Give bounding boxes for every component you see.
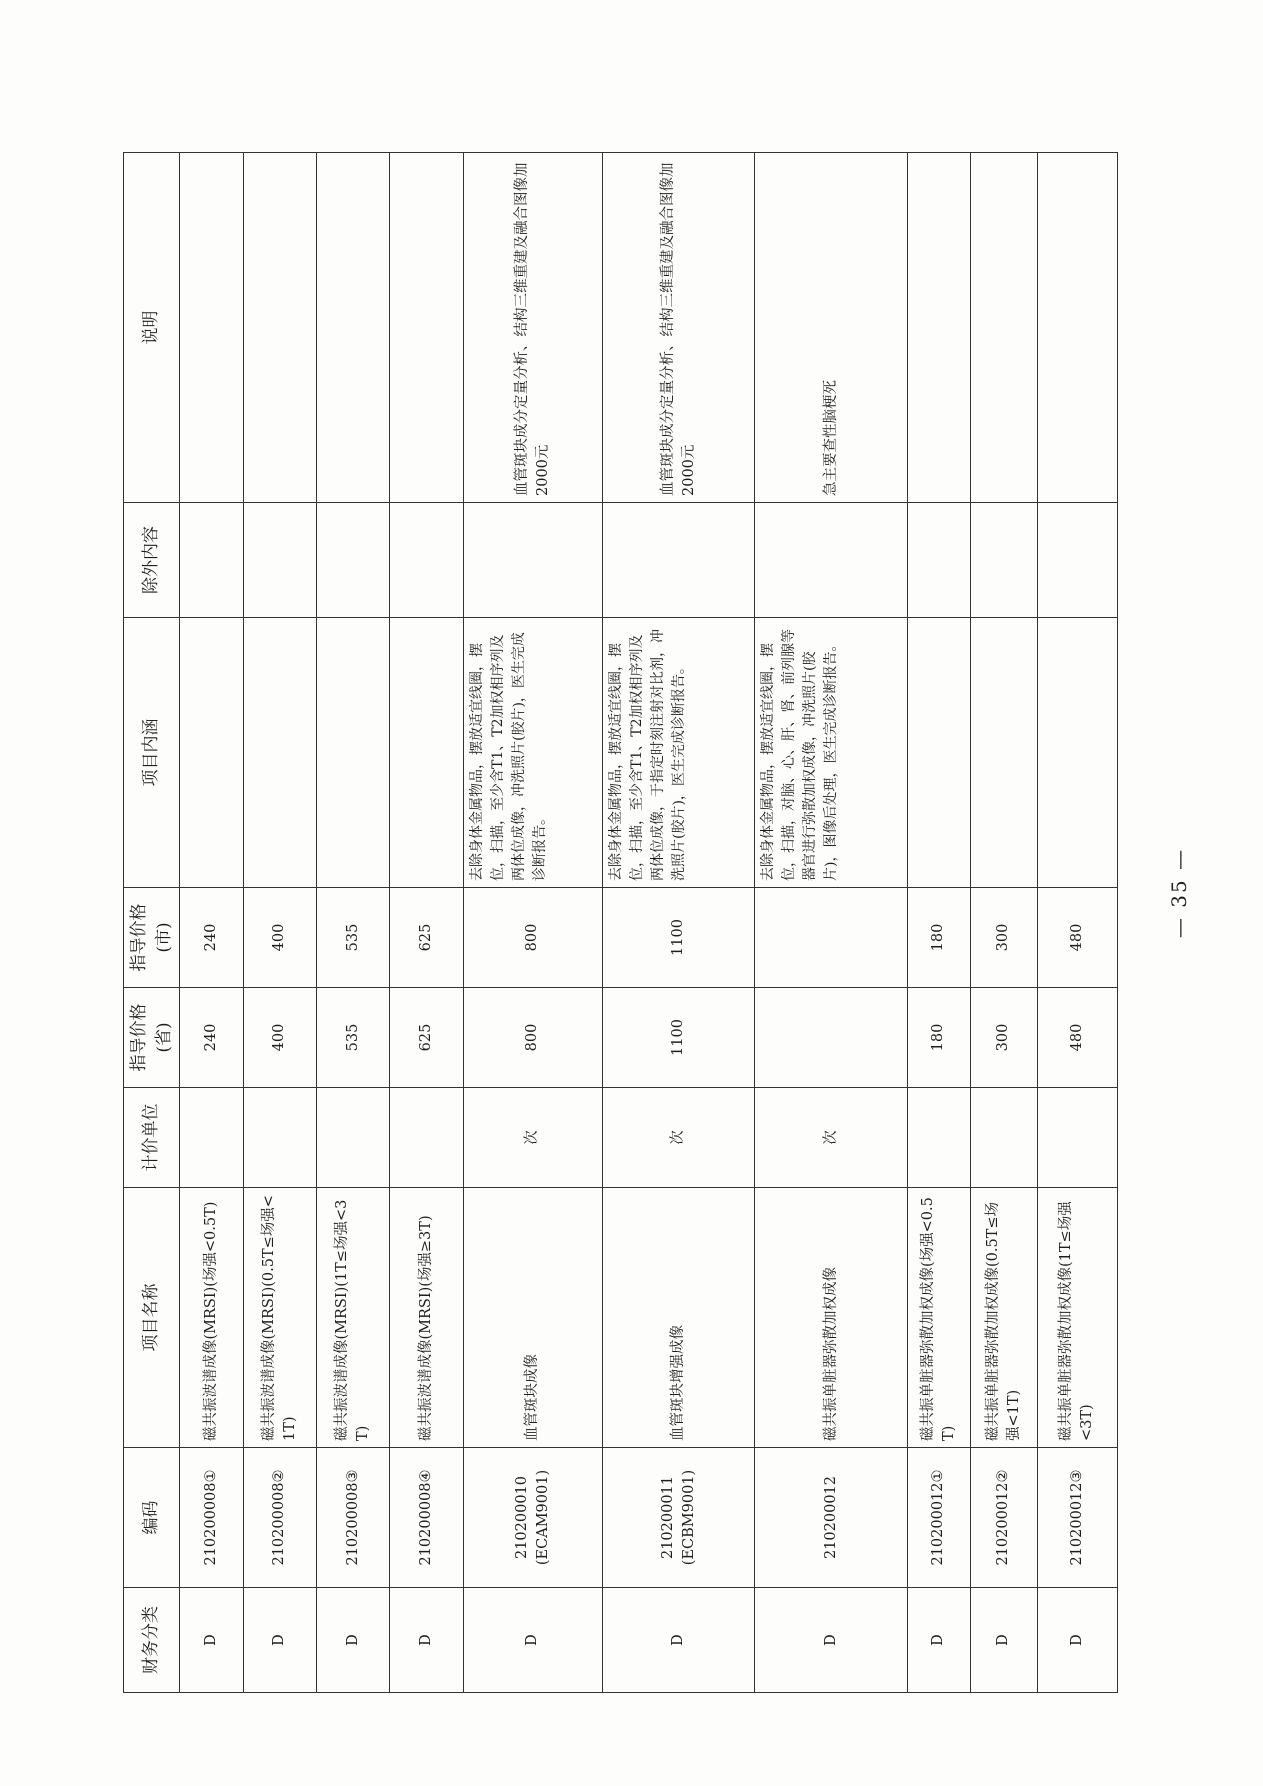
cell-price-prov: 800 (463, 988, 602, 1088)
header-price-prov: 指导价格 (省) (124, 988, 180, 1088)
cell-notes (1037, 153, 1117, 503)
cell-unit (180, 1088, 243, 1188)
cell-price-city: 480 (1037, 888, 1117, 988)
cell-category: D (1037, 1588, 1117, 1693)
cell-category: D (463, 1588, 602, 1693)
cell-price-prov: 300 (971, 988, 1038, 1088)
cell-unit (971, 1088, 1038, 1188)
cell-category: D (602, 1588, 754, 1693)
cell-price-city (755, 888, 907, 988)
cell-exclusions (317, 503, 390, 618)
cell-code: 210200008③ (317, 1448, 390, 1588)
cell-content: 去除身体金属物品，摆放适宜线圈，摆位，扫描，对脑、心、肝、肾、前列腺等器官进行弥散加权成像，冲洗照片(胶片)，图像后处理，医生完成诊断报告。 (755, 618, 907, 888)
cell-name: 磁共振波谱成像(MRSI)(场强≥3T) (390, 1188, 463, 1448)
cell-code: 210200012 (755, 1448, 907, 1588)
cell-notes (243, 153, 316, 503)
cell-exclusions (180, 503, 243, 618)
cell-code: 210200012② (971, 1448, 1038, 1588)
cell-content (180, 618, 243, 888)
table-row (243, 153, 316, 1693)
cell-exclusions (1037, 503, 1117, 618)
cell-notes: 急主要查性脑梗死 (755, 153, 907, 503)
price-table (123, 152, 1118, 1693)
cell-unit: 次 (755, 1088, 907, 1188)
cell-content (907, 618, 970, 888)
cell-code: 210200011 (ECBM9001) (602, 1448, 754, 1588)
cell-unit: 次 (463, 1088, 602, 1188)
cell-exclusions (602, 503, 754, 618)
cell-name: 血管斑块成像 (463, 1188, 602, 1448)
cell-category: D (180, 1588, 243, 1693)
header-unit: 计价单位 (124, 1088, 180, 1188)
cell-price-prov: 480 (1037, 988, 1117, 1088)
cell-code: 210200012③ (1037, 1448, 1117, 1588)
cell-exclusions (971, 503, 1038, 618)
header-category: 财务分类 (124, 1588, 180, 1693)
cell-unit (243, 1088, 316, 1188)
cell-code: 210200008① (180, 1448, 243, 1588)
cell-price-city: 240 (180, 888, 243, 988)
header-price-city: 指导价格 (市) (124, 888, 180, 988)
header-code: 编码 (124, 1448, 180, 1588)
cell-category: D (243, 1588, 316, 1693)
cell-code: 210200008② (243, 1448, 316, 1588)
table-row (180, 153, 243, 1693)
cell-content (1037, 618, 1117, 888)
cell-exclusions (463, 503, 602, 618)
cell-code: 210200012① (907, 1448, 970, 1588)
cell-price-city: 535 (317, 888, 390, 988)
cell-name: 磁共振波谱成像(MRSI)(1T≤场强<3T) (317, 1188, 390, 1448)
cell-unit (907, 1088, 970, 1188)
cell-notes (907, 153, 970, 503)
page-number: — 35 — (1167, 847, 1191, 939)
cell-category: D (390, 1588, 463, 1693)
table-row (463, 153, 602, 1693)
rotated-page (123, 153, 1118, 1693)
cell-category: D (317, 1588, 390, 1693)
cell-name: 磁共振单脏器弥散加权成像(1T≤场强<3T) (1037, 1188, 1117, 1448)
cell-notes (971, 153, 1038, 503)
table-row (390, 153, 463, 1693)
cell-price-prov: 240 (180, 988, 243, 1088)
cell-content (317, 618, 390, 888)
cell-price-city: 300 (971, 888, 1038, 988)
header-name: 项目名称 (124, 1188, 180, 1448)
cell-content: 去除身体金属物品，摆放适宜线圈，摆位，扫描，至少含T1、T2加权相序列及两体位成像，于指定时刻注射对比剂，冲洗照片(胶片)，医生完成诊断报告。 (602, 618, 754, 888)
table-row (907, 153, 970, 1693)
cell-notes (317, 153, 390, 503)
header-exclusions: 除外内容 (124, 503, 180, 618)
cell-unit (390, 1088, 463, 1188)
cell-exclusions (390, 503, 463, 618)
cell-price-city: 625 (390, 888, 463, 988)
cell-name: 磁共振单脏器弥散加权成像(0.5T≤场强<1T) (971, 1188, 1038, 1448)
cell-price-city: 1100 (602, 888, 754, 988)
cell-price-prov: 1100 (602, 988, 754, 1088)
cell-exclusions (755, 503, 907, 618)
table-row (755, 153, 907, 1693)
cell-price-prov: 400 (243, 988, 316, 1088)
cell-price-prov: 180 (907, 988, 970, 1088)
cell-code: 210200010 (ECAM9001) (463, 1448, 602, 1588)
cell-content (243, 618, 316, 888)
cell-price-prov: 535 (317, 988, 390, 1088)
cell-notes: 血管斑块成分定量分析、结构三维重建及融合图像加2000元 (463, 153, 602, 503)
cell-name: 血管斑块增强成像 (602, 1188, 754, 1448)
cell-price-city: 400 (243, 888, 316, 988)
table-row (971, 153, 1038, 1693)
cell-category: D (755, 1588, 907, 1693)
cell-price-city: 800 (463, 888, 602, 988)
cell-content (390, 618, 463, 888)
cell-exclusions (907, 503, 970, 618)
table-row (602, 153, 754, 1693)
cell-name: 磁共振波谱成像(MRSI)(0.5T≤场强<1T) (243, 1188, 316, 1448)
header-notes: 说明 (124, 153, 180, 503)
table-row (317, 153, 390, 1693)
cell-category: D (907, 1588, 970, 1693)
cell-price-prov: 625 (390, 988, 463, 1088)
cell-name: 磁共振单脏器弥散加权成像(场强<0.5T) (907, 1188, 970, 1448)
cell-content (971, 618, 1038, 888)
cell-notes (180, 153, 243, 503)
cell-price-city: 180 (907, 888, 970, 988)
cell-price-prov (755, 988, 907, 1088)
header-row (124, 153, 180, 1693)
cell-unit (317, 1088, 390, 1188)
cell-category: D (971, 1588, 1038, 1693)
table-row (1037, 153, 1117, 1693)
cell-notes: 血管斑块成分定量分析、结构三维重建及融合图像加2000元 (602, 153, 754, 503)
cell-code: 210200008④ (390, 1448, 463, 1588)
cell-name: 磁共振单脏器弥散加权成像 (755, 1188, 907, 1448)
cell-content: 去除身体金属物品，摆放适宜线圈，摆位，扫描，至少含T1、T2加权相序列及两体位成像，冲洗照片(胶片)，医生完成诊断报告。 (463, 618, 602, 888)
cell-notes (390, 153, 463, 503)
cell-unit: 次 (602, 1088, 754, 1188)
cell-name: 磁共振波谱成像(MRSI)(场强<0.5T) (180, 1188, 243, 1448)
header-content: 项目内涵 (124, 618, 180, 888)
cell-exclusions (243, 503, 316, 618)
cell-unit (1037, 1088, 1117, 1188)
